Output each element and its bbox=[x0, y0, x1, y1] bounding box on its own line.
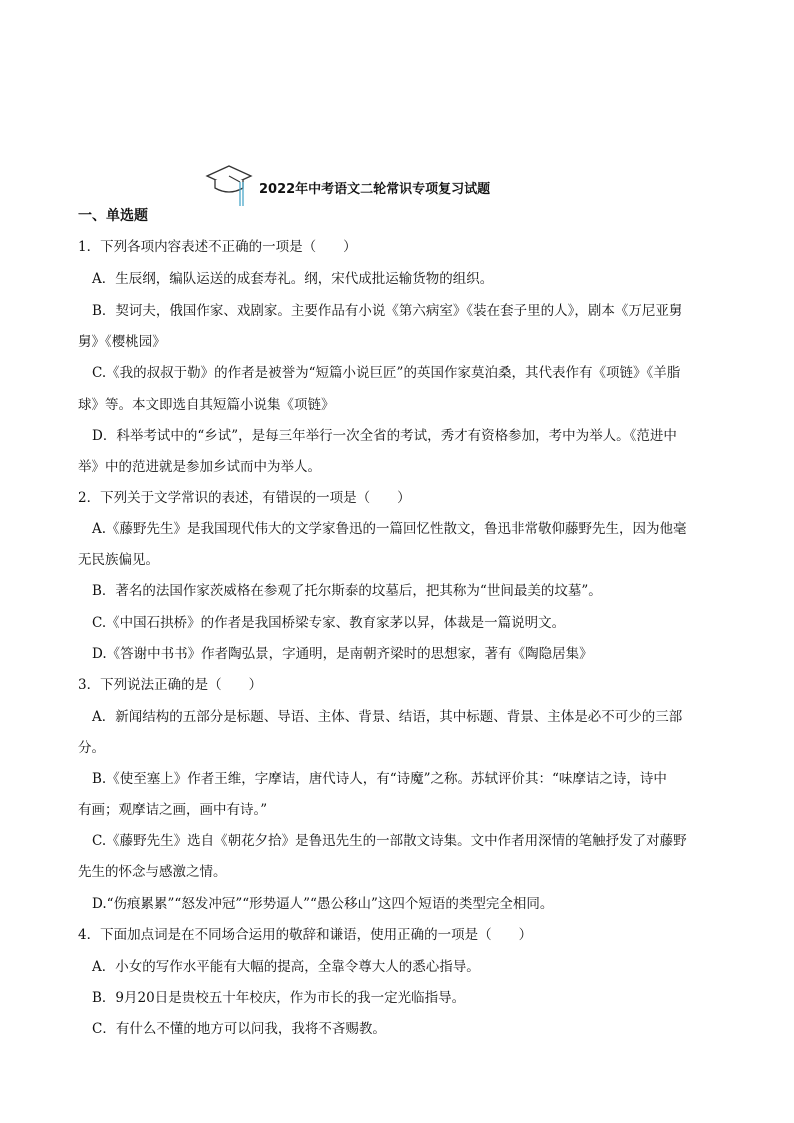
question-2-option-c: C.《中国石拱桥》的作者是我国桥梁专家、教育家茅以昇，体裁是一篇说明文。 bbox=[92, 615, 566, 631]
question-3-option-a: A．新闻结构的五部分是标题、导语、主体、背景、结语，其中标题、背景、主体是必不可少的三部 bbox=[92, 709, 683, 725]
question-1-option-c: C.《我的叔叔于勒》的作者是被誉为“短篇小说巨匠”的英国作家莫泊桑，其代表作有《项链》《羊脂 bbox=[92, 365, 681, 381]
question-2-option-a-cont: 无民族偏见。 bbox=[78, 552, 159, 568]
question-1-stem: 1．下列各项内容表述不正确的一项是（ ） bbox=[78, 239, 357, 255]
question-3-option-c-cont: 先生的怀念与感激之情。 bbox=[78, 864, 227, 880]
question-1-option-d: D．科举考试中的“乡试”，是每三年举行一次全省的考试，秀才有资格参加，考中为举人。《范进中 bbox=[92, 428, 677, 444]
graduation-cap-icon bbox=[205, 160, 253, 210]
question-2-option-a: A.《藤野先生》是我国现代伟大的文学家鲁迅的一篇回忆性散文，鲁迅非常敬仰藤野先生，因为他毫 bbox=[92, 521, 687, 537]
question-1-option-b-cont: 舅》《樱桃园》 bbox=[78, 334, 166, 350]
question-1-option-b: B．契诃夫，俄国作家、戏剧家。主要作品有小说《第六病室》《装在套子里的人》，剧本《万尼亚舅 bbox=[92, 303, 683, 319]
question-4-option-a: A．小女的写作水平能有大幅的提高，全靠令尊大人的悉心指导。 bbox=[92, 959, 480, 975]
page-title: 2022年中考语文二轮常识专项复习试题 bbox=[259, 182, 491, 197]
question-1-option-c-cont: 球》等。本文即选自其短篇小说集《项链》 bbox=[78, 397, 335, 413]
question-2-stem: 2．下列关于文学常识的表述，有错误的一项是（ ） bbox=[78, 490, 411, 506]
section-heading: 一、单选题 bbox=[78, 208, 148, 224]
question-3-option-b: B.《使至塞上》作者王维，字摩诘，唐代诗人，有“诗魔”之称。苏轼评价其：“味摩诘之诗，诗中 bbox=[92, 771, 667, 787]
question-4-stem: 4．下面加点词是在不同场合运用的敬辞和谦语，使用正确的一项是（ ） bbox=[78, 927, 533, 943]
title-block bbox=[205, 160, 625, 210]
question-3-option-c: C.《藤野先生》选自《朝花夕拾》是鲁迅先生的一部散文诗集。文中作者用深情的笔触抒发了对藤野 bbox=[92, 833, 687, 849]
question-3-stem: 3．下列说法正确的是（ ） bbox=[78, 677, 263, 693]
question-2-option-b: B．著名的法国作家茨威格在参观了托尔斯泰的坟墓后，把其称为“世间最美的坟墓”。 bbox=[92, 583, 602, 599]
question-4-option-b: B．9月20日是贵校五十年校庆，作为市长的我一定光临指导。 bbox=[92, 990, 466, 1006]
question-4-option-c: C．有什么不懂的地方可以问我，我将不吝赐教。 bbox=[92, 1021, 386, 1037]
question-1-option-d-cont: 举》中的范进就是参加乡试而中为举人。 bbox=[78, 459, 321, 475]
question-2-option-d: D.《答谢中书书》作者陶弘景，字通明，是南朝齐梁时的思想家，著有《陶隐居集》 bbox=[92, 646, 593, 662]
question-3-option-d: D.“伤痕累累”“怒发冲冠”“形势逼人”“愚公移山”这四个短语的类型完全相同。 bbox=[92, 896, 554, 912]
question-1-option-a: A．生辰纲，编队运送的成套寿礼。纲，宋代成批运输货物的组织。 bbox=[92, 271, 494, 287]
question-3-option-b-cont: 有画；观摩诘之画，画中有诗。” bbox=[78, 802, 268, 818]
question-3-option-a-cont: 分。 bbox=[78, 740, 105, 756]
